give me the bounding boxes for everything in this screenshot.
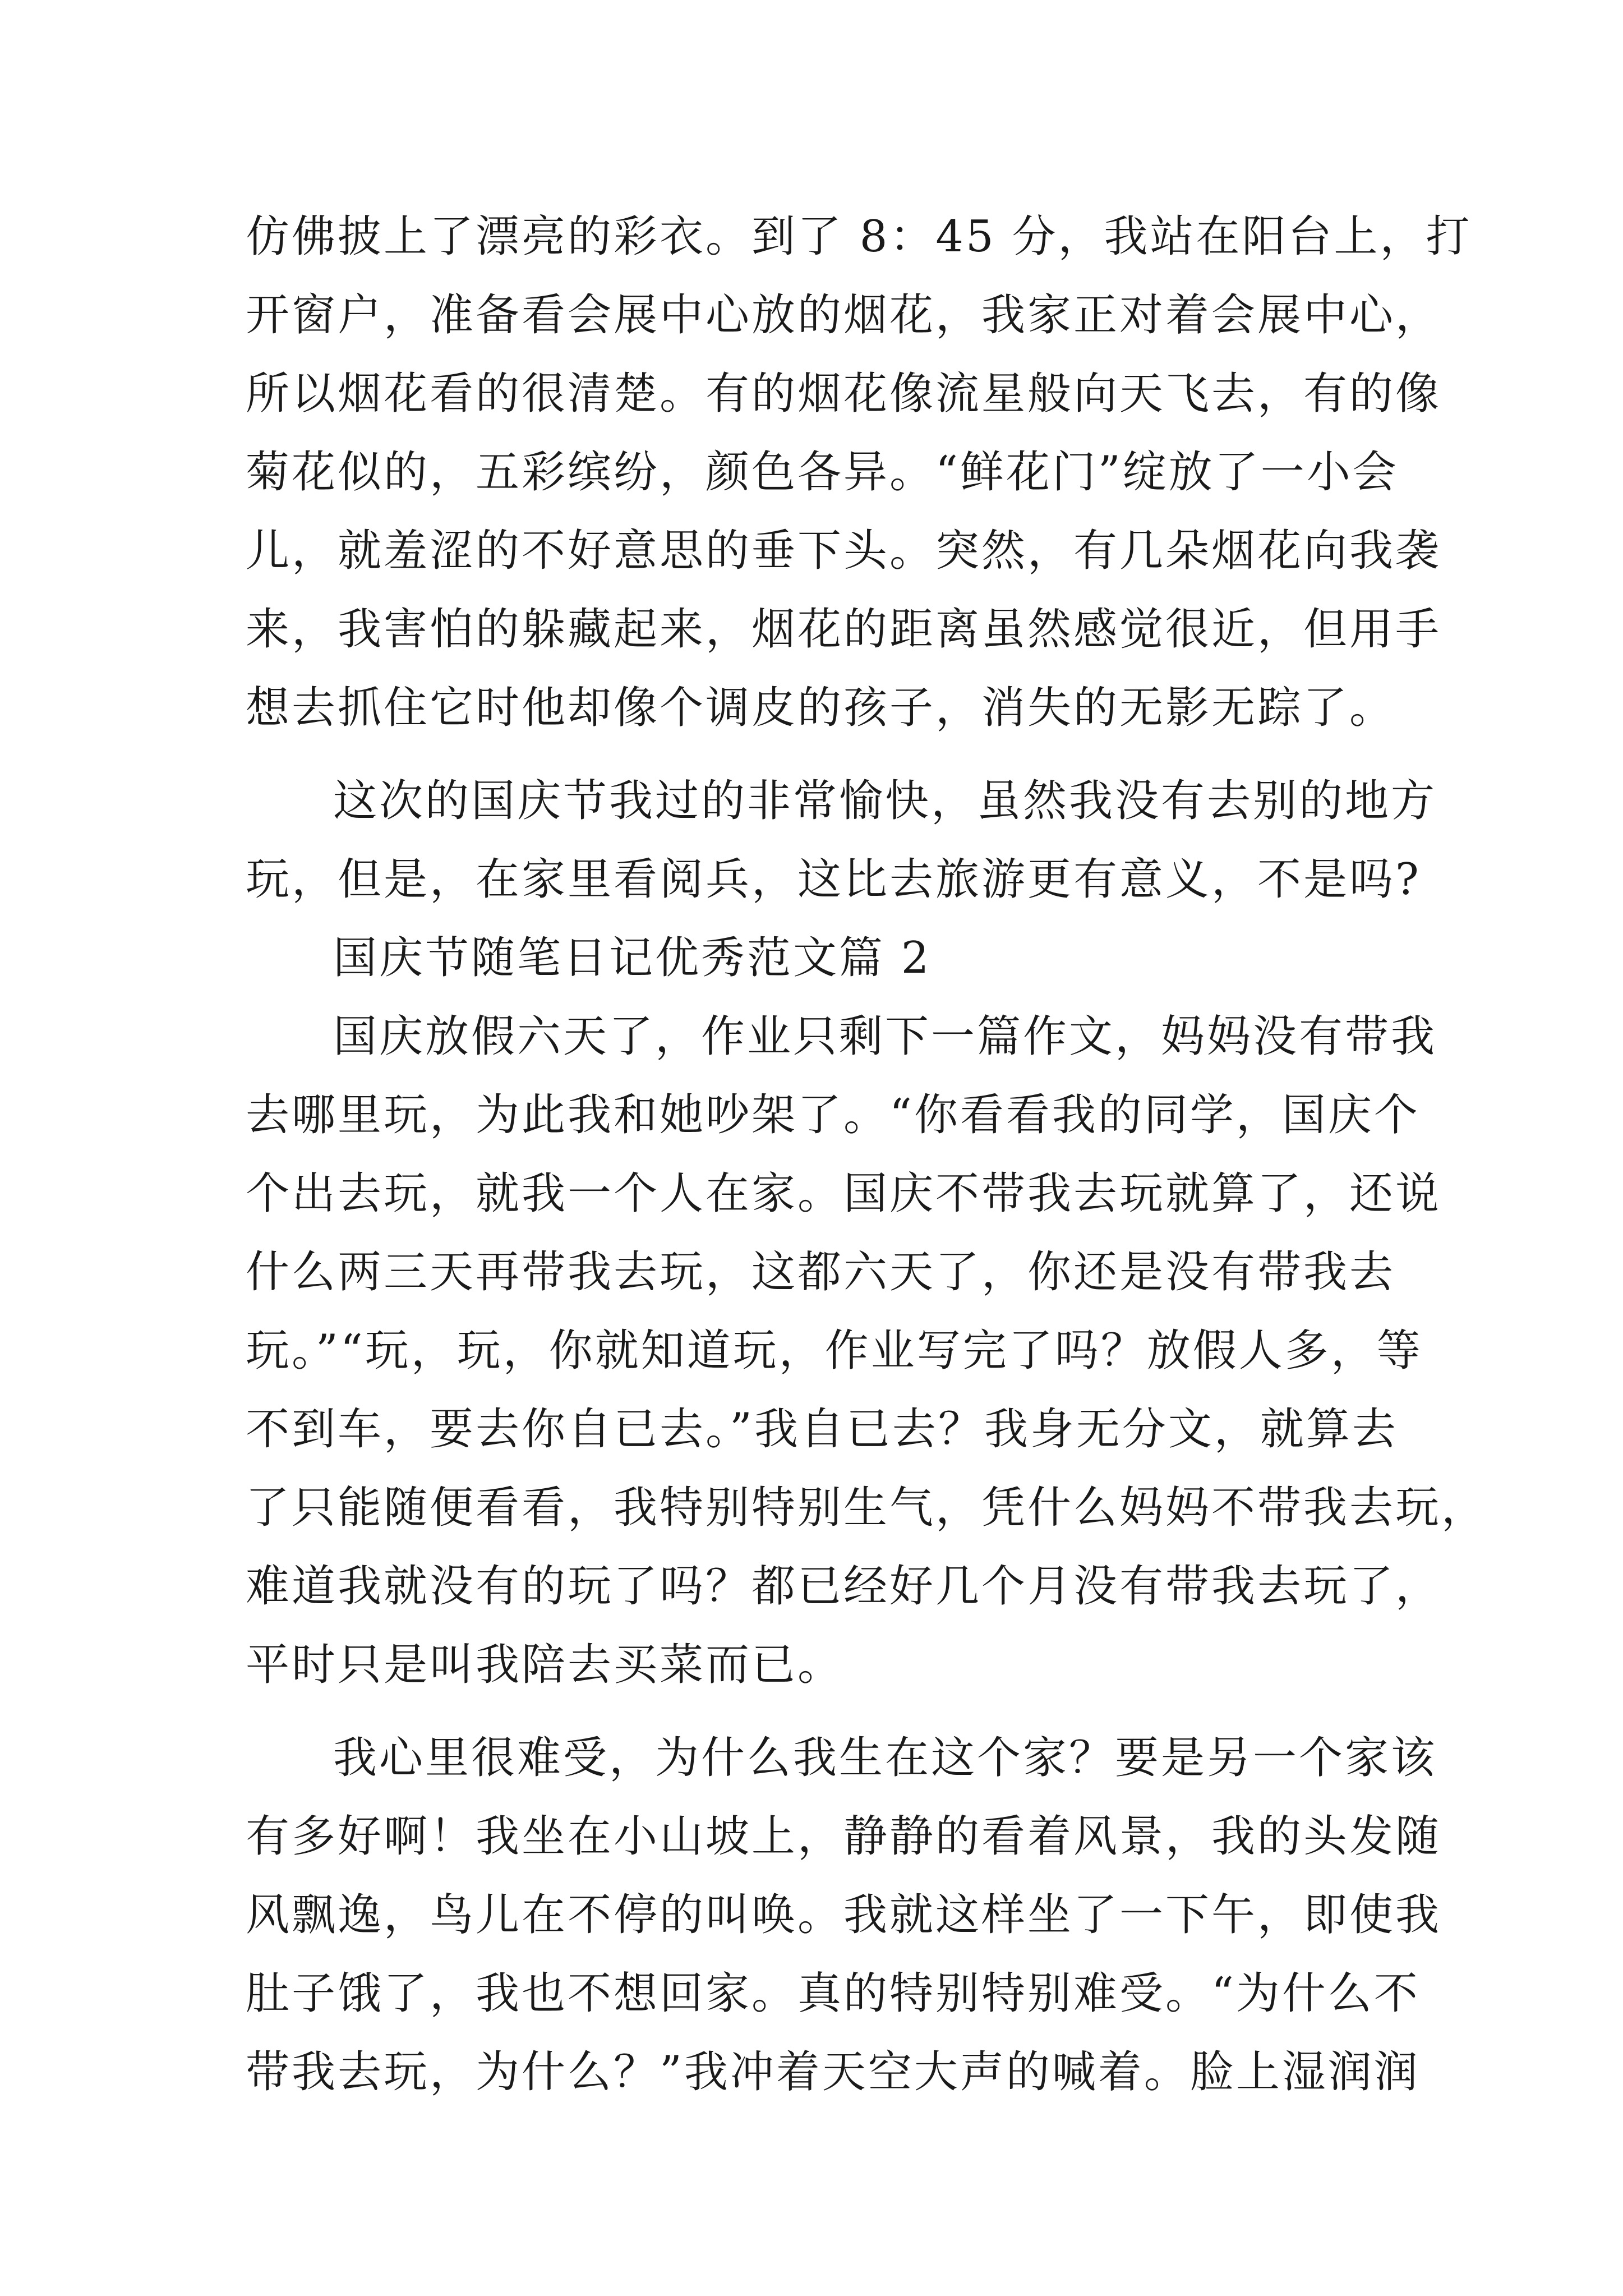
- text-line: 了只能随便看看，我特别特别生气，凭什么妈妈不带我去玩，: [246, 1483, 1488, 1533]
- text-line: 带我去玩，为什么？”我冲着天空大声的喊着。脸上湿润润: [246, 2047, 1420, 2097]
- text-line: 开窗户，准备看会展中心放的烟花，我家正对着会展中心，: [246, 290, 1442, 341]
- text-line: 仿佛披上了漂亮的彩衣。到了 8：45 分，我站在阳台上，打: [246, 211, 1472, 262]
- paragraph: [246, 762, 1437, 919]
- heading-line: 国庆节随笔日记优秀范文篇 2: [333, 933, 932, 983]
- text-line: 有多好啊！我坐在小山坡上，静静的看着风景，我的头发随: [246, 1811, 1442, 1862]
- text-line: 难道我就没有的玩了吗？都已经好几个月没有带我去玩了，: [246, 1561, 1442, 1612]
- text-line: 来，我害怕的躲藏起来，烟花的距离虽然感觉很近，但用手: [246, 604, 1442, 655]
- text-line: 玩。”“玩，玩，你就知道玩，作业写完了吗？放假人多，等: [246, 1326, 1423, 1376]
- text-line: 所以烟花看的很清楚。有的烟花像流星般向天飞去，有的像: [246, 369, 1442, 419]
- paragraph-spacing: [246, 747, 1384, 762]
- text-line: 国庆放假六天了，作业只剩下一篇作文，妈妈没有带我: [333, 1011, 1437, 1062]
- text-line: 平时只是叫我陪去买菜而已。: [246, 1640, 844, 1690]
- text-line: 个出去玩，就我一个人在家。国庆不带我去玩就算了，还说: [246, 1168, 1442, 1219]
- text-line: 风飘逸，鸟儿在不停的叫唤。我就这样坐了一下午，即使我: [246, 1890, 1442, 1940]
- text-line: 想去抓住它时他却像个调皮的孩子，消失的无影无踪了。: [246, 683, 1396, 733]
- text-line: 菊花似的，五彩缤纷，颜色各异。“鲜花门”绽放了一小会: [246, 447, 1399, 498]
- paragraph: [246, 197, 1472, 747]
- text-line: 我心里很难受，为什么我生在这个家？要是另一个家该: [333, 1733, 1437, 1783]
- text-line: 去哪里玩，为此我和她吵架了。“你看看我的同学，国庆个: [246, 1090, 1420, 1140]
- text-line: 这次的国庆节我过的非常愉快，虽然我没有去别的地方: [333, 776, 1437, 826]
- paragraph-spacing: [246, 1704, 1384, 1719]
- text-line: 什么两三天再带我去玩，这都六天了，你还是没有带我去: [246, 1247, 1396, 1297]
- section-heading: [246, 919, 1384, 997]
- paragraph: [246, 997, 1488, 1704]
- text-line: 不到车，要去你自已去。”我自已去？我身无分文，就算去: [246, 1404, 1398, 1455]
- text-line: 儿，就羞涩的不好意思的垂下头。突然，有几朵烟花向我袭: [246, 526, 1442, 576]
- text-line: 肚子饿了，我也不想回家。真的特别特别难受。“为什么不: [246, 1968, 1420, 2019]
- document-page: [246, 197, 1488, 2111]
- text-line: 玩，但是，在家里看阅兵，这比去旅游更有意义，不是吗?: [246, 854, 1421, 905]
- paragraph: [246, 1719, 1442, 2111]
